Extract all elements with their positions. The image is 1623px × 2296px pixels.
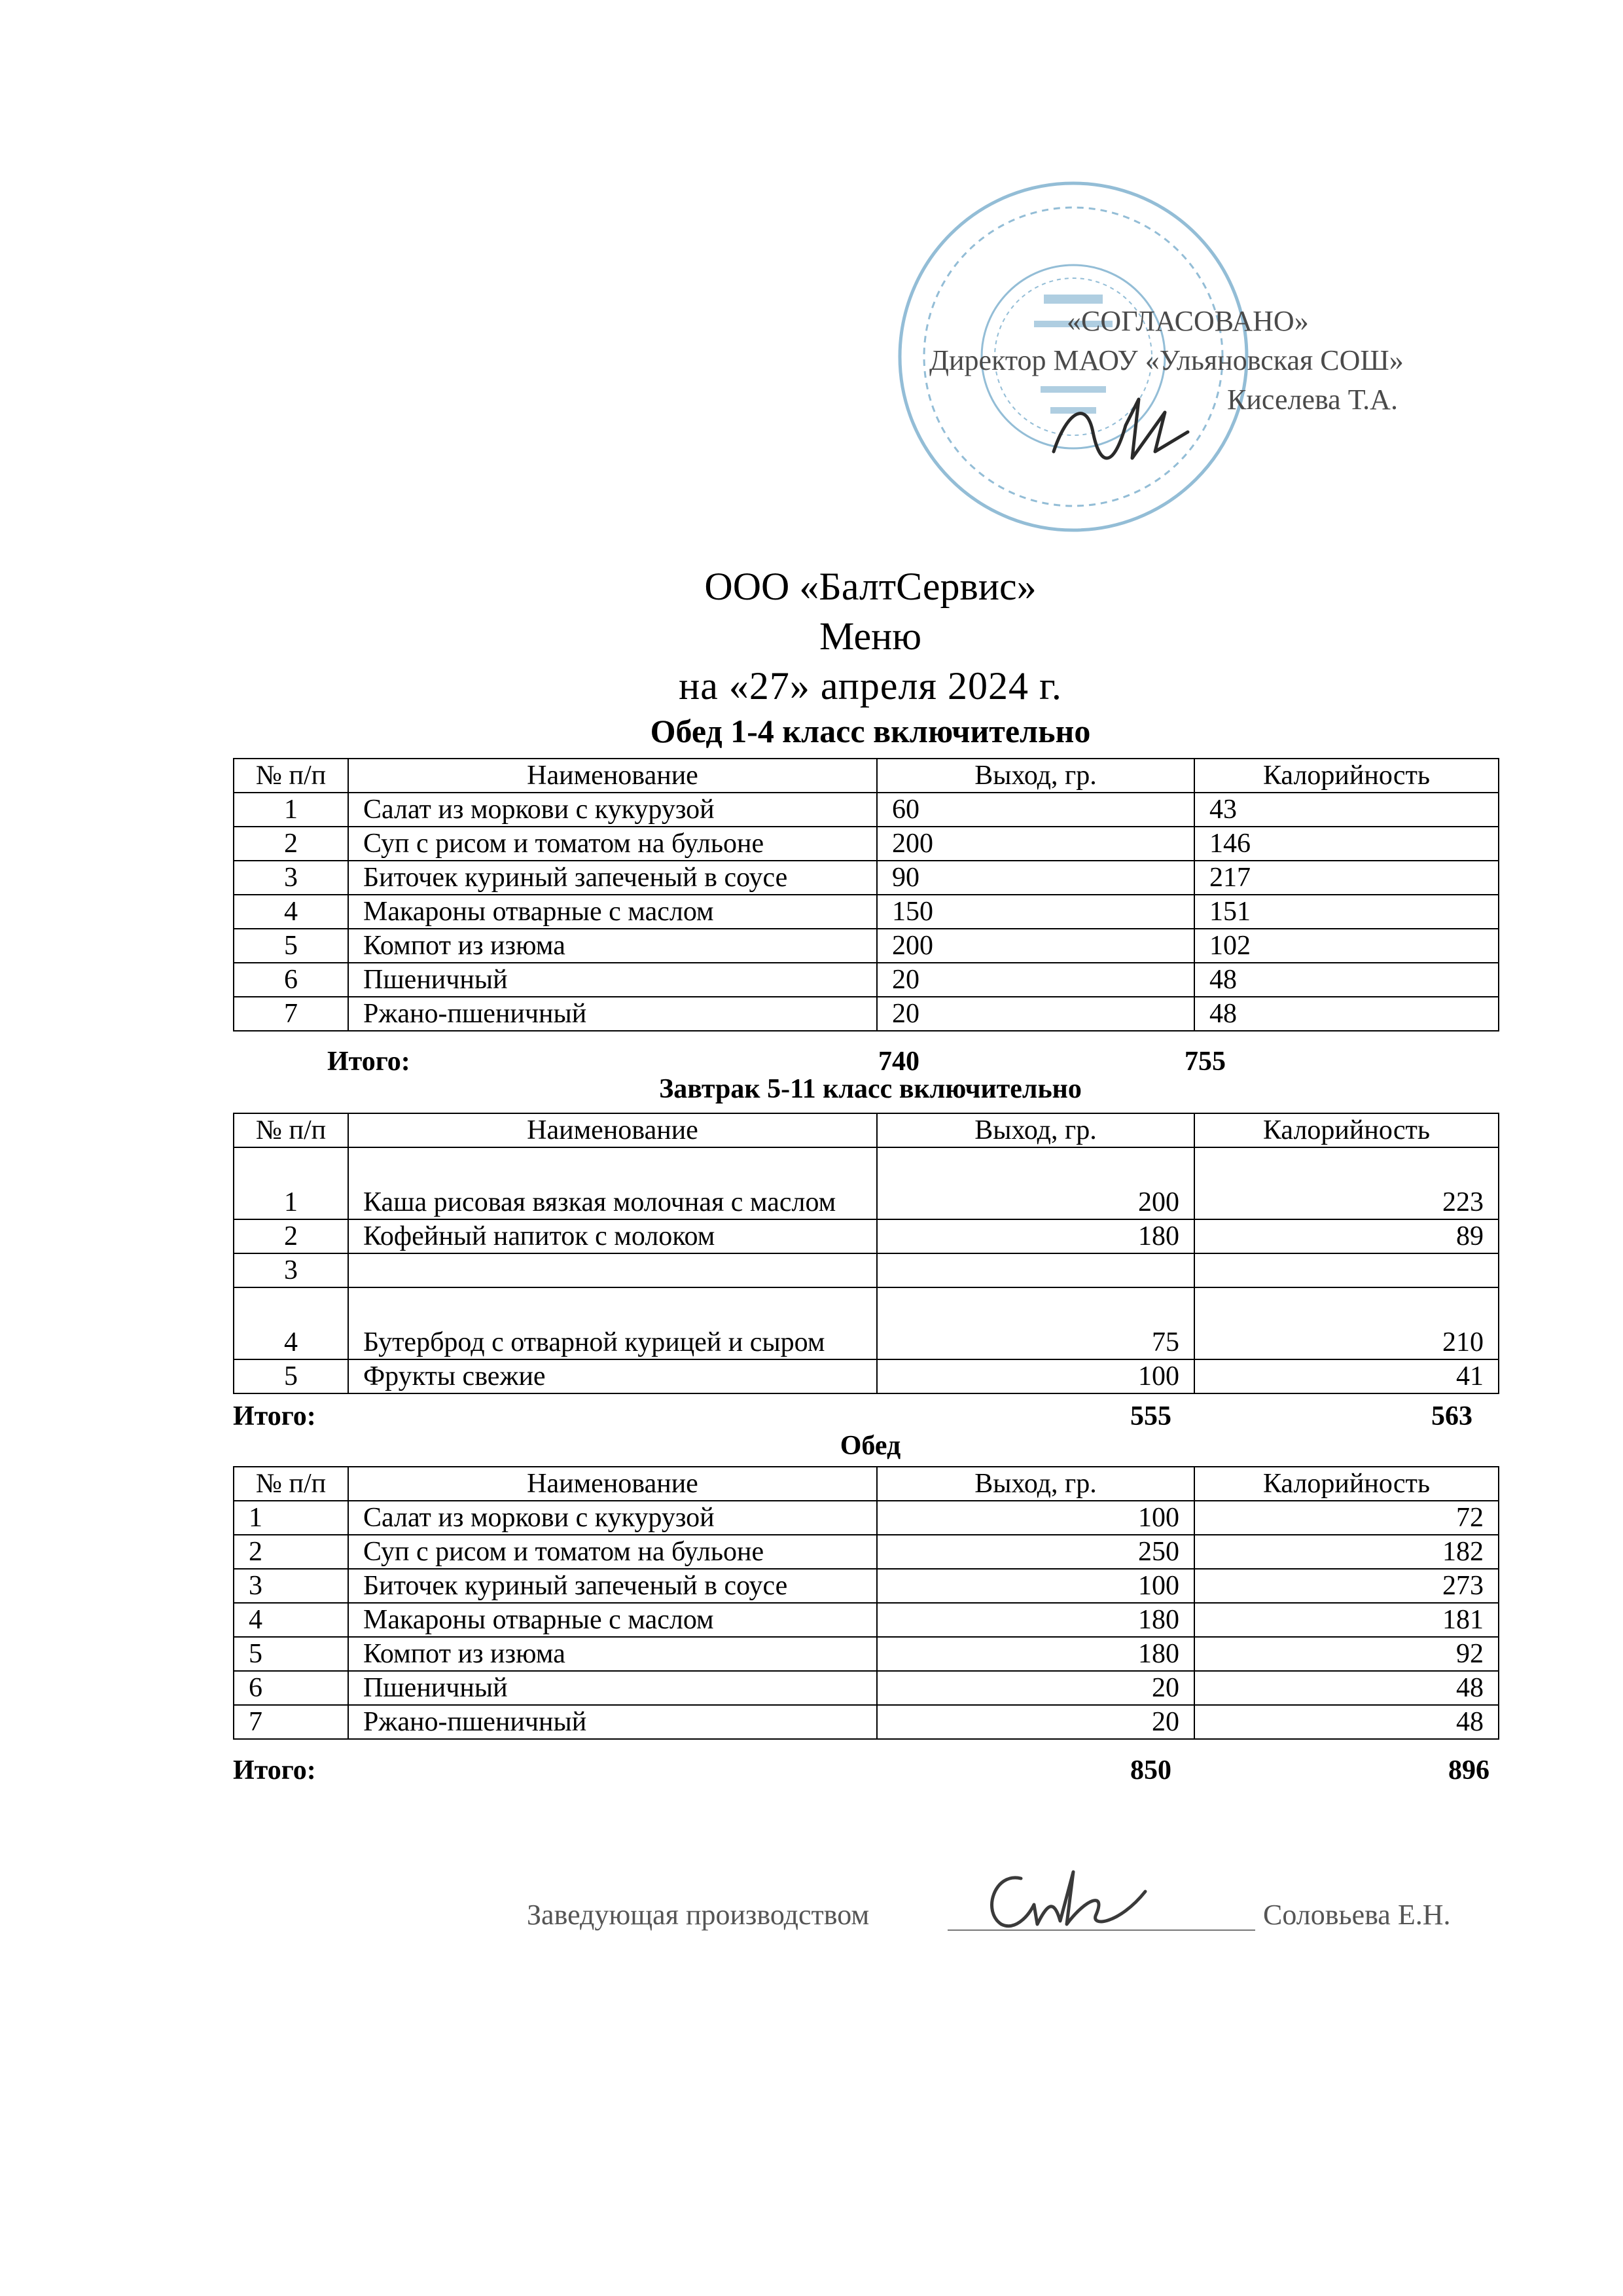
- total-label: Итого:: [233, 1755, 316, 1785]
- cell-num: 5: [234, 1637, 348, 1671]
- cell-num: 6: [234, 1671, 348, 1705]
- table-row: [234, 861, 1499, 895]
- cell-num: 5: [234, 1359, 348, 1393]
- cell-output: [877, 1253, 1194, 1287]
- column-header-name: Наименование: [348, 759, 877, 793]
- cell-name: Кофейный напиток с молоком: [348, 1219, 877, 1253]
- cell-output: 180: [877, 1603, 1194, 1637]
- cell-name: Биточек куриный запеченый в соусе: [348, 1569, 877, 1603]
- cell-calories: 72: [1194, 1501, 1499, 1535]
- cell-output: 250: [877, 1535, 1194, 1569]
- cell-num: 2: [234, 1219, 348, 1253]
- column-header-calories: Калорийность: [1194, 1467, 1499, 1501]
- total-calories: 563: [1431, 1401, 1472, 1431]
- signoff-role: Заведующая производством: [527, 1899, 870, 1931]
- cell-output: 200: [877, 929, 1194, 963]
- total-output: 740: [878, 1047, 919, 1077]
- cell-calories: 273: [1194, 1569, 1499, 1603]
- cell-output: 100: [877, 1359, 1194, 1393]
- table-row: [234, 1147, 1499, 1219]
- cell-name: Суп с рисом и томатом на бульоне: [348, 1535, 877, 1569]
- total-output: 555: [1130, 1401, 1171, 1431]
- cell-num: 3: [234, 861, 348, 895]
- cell-output: 200: [877, 1147, 1194, 1219]
- table-header-row: [234, 1113, 1499, 1147]
- cell-calories: 41: [1194, 1359, 1499, 1393]
- column-header-num: № п/п: [234, 759, 348, 793]
- cell-calories: 48: [1194, 997, 1499, 1031]
- column-header-name: Наименование: [348, 1113, 877, 1147]
- cell-num: 4: [234, 1603, 348, 1637]
- menu-table-lunch-1-4: [233, 758, 1499, 1031]
- cell-calories: 181: [1194, 1603, 1499, 1637]
- cell-name: Фрукты свежие: [348, 1359, 877, 1393]
- cell-name: Пшеничный: [348, 1671, 877, 1705]
- column-header-name: Наименование: [348, 1467, 877, 1501]
- cell-num: 7: [234, 1705, 348, 1739]
- cell-name: [348, 1253, 877, 1287]
- column-header-calories: Калорийность: [1194, 1113, 1499, 1147]
- table-row: [234, 1359, 1499, 1393]
- cell-num: 3: [234, 1253, 348, 1287]
- cell-calories: 210: [1194, 1287, 1499, 1359]
- table-row: [234, 1287, 1499, 1359]
- cell-name: Пшеничный: [348, 963, 877, 997]
- total-label: Итого:: [327, 1047, 410, 1077]
- cell-num: 6: [234, 963, 348, 997]
- table-header-row: [234, 1467, 1499, 1501]
- cell-name: Салат из моркови с кукурузой: [348, 1501, 877, 1535]
- table-row: [234, 1705, 1499, 1739]
- table-row: [234, 1671, 1499, 1705]
- cell-name: Компот из изюма: [348, 1637, 877, 1671]
- cell-name: Ржано-пшеничный: [348, 997, 877, 1031]
- total-calories: 755: [1185, 1047, 1226, 1077]
- column-header-num: № п/п: [234, 1113, 348, 1147]
- cell-num: 1: [234, 1501, 348, 1535]
- manager-signature-icon: [975, 1852, 1158, 1944]
- cell-name: Каша рисовая вязкая молочная с маслом: [348, 1147, 877, 1219]
- signoff-name: Соловьева Е.Н.: [1263, 1899, 1451, 1931]
- table-row: [234, 1603, 1499, 1637]
- cell-calories: 48: [1194, 1705, 1499, 1739]
- table-header-row: [234, 759, 1499, 793]
- section-title: Обед 1-4 класс включительно: [650, 713, 1091, 749]
- cell-calories: 92: [1194, 1637, 1499, 1671]
- table-row: [234, 1535, 1499, 1569]
- approval-position: Директор МАОУ «Ульяновская СОШ»: [929, 344, 1404, 376]
- total-calories: 896: [1448, 1755, 1489, 1785]
- cell-name: Биточек куриный запеченый в соусе: [348, 861, 877, 895]
- cell-name: Салат из моркови с кукурузой: [348, 793, 877, 827]
- table-row: [234, 1501, 1499, 1535]
- cell-output: 100: [877, 1501, 1194, 1535]
- cell-calories: 48: [1194, 963, 1499, 997]
- cell-num: 4: [234, 1287, 348, 1359]
- table-row: [234, 1219, 1499, 1253]
- section-title: Завтрак 5-11 класс включительно: [659, 1074, 1082, 1104]
- table-row: [234, 997, 1499, 1031]
- cell-num: 2: [234, 827, 348, 861]
- cell-calories: 151: [1194, 895, 1499, 929]
- cell-calories: 89: [1194, 1219, 1499, 1253]
- cell-name: Компот из изюма: [348, 929, 877, 963]
- cell-output: 180: [877, 1637, 1194, 1671]
- column-header-output: Выход, гр.: [877, 1467, 1194, 1501]
- total-output: 850: [1130, 1755, 1171, 1785]
- cell-calories: [1194, 1253, 1499, 1287]
- cell-num: 5: [234, 929, 348, 963]
- menu-date: на «27» апреля 2024 г.: [679, 664, 1062, 708]
- cell-output: 180: [877, 1219, 1194, 1253]
- approval-name: Киселева Т.А.: [1227, 384, 1398, 416]
- cell-calories: 146: [1194, 827, 1499, 861]
- column-header-output: Выход, гр.: [877, 759, 1194, 793]
- cell-output: 20: [877, 997, 1194, 1031]
- cell-num: 7: [234, 997, 348, 1031]
- cell-calories: 217: [1194, 861, 1499, 895]
- menu-table-breakfast-5-11: [233, 1113, 1499, 1394]
- column-header-num: № п/п: [234, 1467, 348, 1501]
- total-label: Итого:: [233, 1401, 316, 1431]
- table-row: [234, 1569, 1499, 1603]
- cell-name: Макароны отварные с маслом: [348, 895, 877, 929]
- cell-output: 200: [877, 827, 1194, 861]
- approval-block: [877, 164, 1531, 543]
- document-header: [0, 562, 1623, 711]
- cell-name: Ржано-пшеничный: [348, 1705, 877, 1739]
- cell-calories: 43: [1194, 793, 1499, 827]
- column-header-calories: Калорийность: [1194, 759, 1499, 793]
- cell-output: 20: [877, 1671, 1194, 1705]
- cell-num: 2: [234, 1535, 348, 1569]
- table-row: [234, 827, 1499, 861]
- cell-output: 150: [877, 895, 1194, 929]
- menu-table-lunch: [233, 1466, 1499, 1740]
- cell-output: 20: [877, 963, 1194, 997]
- cell-num: 1: [234, 1147, 348, 1219]
- column-header-output: Выход, гр.: [877, 1113, 1194, 1147]
- cell-output: 20: [877, 1705, 1194, 1739]
- table-row: [234, 963, 1499, 997]
- director-signature-icon: [1041, 373, 1198, 478]
- cell-num: 1: [234, 793, 348, 827]
- cell-name: Бутерброд с отварной курицей и сыром: [348, 1287, 877, 1359]
- document-title: Меню: [819, 615, 922, 658]
- cell-name: Макароны отварные с маслом: [348, 1603, 877, 1637]
- approval-title: «СОГЛАСОВАНО»: [1067, 305, 1309, 337]
- table-row: [234, 929, 1499, 963]
- table-row: [234, 1253, 1499, 1287]
- cell-num: 4: [234, 895, 348, 929]
- section-title: Обед: [840, 1431, 901, 1461]
- cell-output: 75: [877, 1287, 1194, 1359]
- cell-output: 60: [877, 793, 1194, 827]
- cell-calories: 48: [1194, 1671, 1499, 1705]
- cell-calories: 182: [1194, 1535, 1499, 1569]
- cell-num: 3: [234, 1569, 348, 1603]
- table-row: [234, 1637, 1499, 1671]
- cell-calories: 102: [1194, 929, 1499, 963]
- cell-output: 100: [877, 1569, 1194, 1603]
- table-row: [234, 793, 1499, 827]
- table-row: [234, 895, 1499, 929]
- cell-name: Суп с рисом и томатом на бульоне: [348, 827, 877, 861]
- company-name: ООО «БалтСервис»: [704, 565, 1037, 608]
- cell-calories: 223: [1194, 1147, 1499, 1219]
- cell-output: 90: [877, 861, 1194, 895]
